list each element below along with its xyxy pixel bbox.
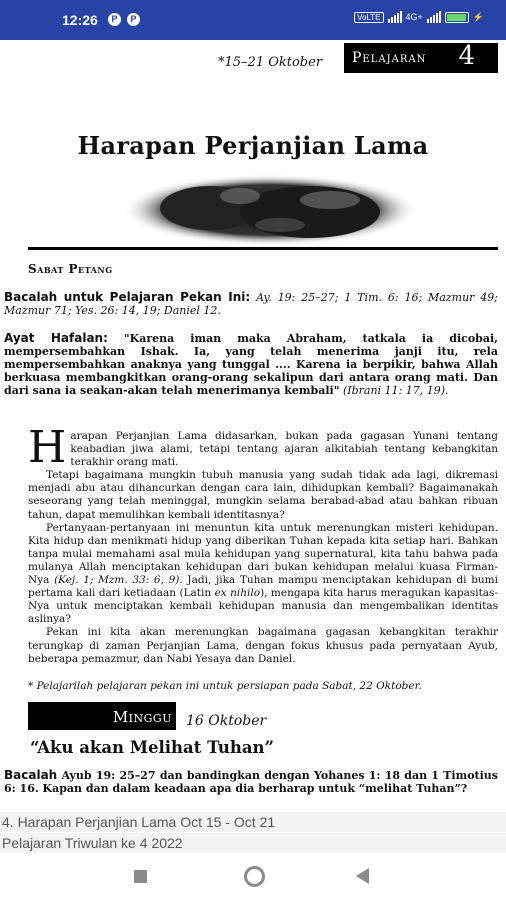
day-reading-label: Bacalah (4, 768, 58, 782)
weekly-reading-refs: Ay. 19: 25–27; 1 Tim. 6: 16; Mazmur 49; Mazmur 71; Yes. 26: 14, 19; Daniel 12. (4, 291, 499, 317)
drop-cap: H (28, 422, 67, 473)
weekly-reading (4, 291, 498, 317)
title-divider (28, 247, 498, 250)
lesson-title: Harapan Perjanjian Lama (77, 131, 429, 160)
lesson-badge (344, 43, 498, 73)
study-note: * Pelajarilah pelajaran pekan ini untuk persiapan pada Sabat, 22 Oktober. (28, 680, 422, 692)
status-bar (0, 0, 506, 40)
memory-verse-text: "Karena iman maka Abraham, tatkala ia dicobai, mempersembahkan Ishak. Ia, yang telah menerima janji itu, rela mempersembahkan anaknya yang tunggal .... Karena ia berpikir, bahwa Allah berkuasa membangkitkan orang-orang sekalipun dari antara orang mati. Dan dari sana ia seakan-akan telah menerimanya kembali" (4, 332, 498, 397)
day-badge: Minggu (28, 702, 176, 730)
status-time: 12:26 (62, 12, 98, 28)
lesson-date-range: *15–21 Oktober (218, 55, 323, 70)
status-indicators (354, 11, 484, 23)
paragraph-1: arapan Perjanjian Lama didasarkan, bukan pada gagasan Yunani tentang keabadian jiwa alami, tetapi tentang ajaran alkitabiah tentang kebangkitan terakhir orang mati. (70, 430, 498, 469)
memory-verse (4, 332, 498, 397)
notification-p-icon: P (108, 13, 121, 26)
signal-icon (427, 11, 441, 23)
volte-icon: VoLTE (354, 12, 383, 23)
header-illustration (120, 170, 420, 250)
sabat-heading: Sabat Petang (28, 262, 113, 276)
system-nav-bar (0, 853, 506, 900)
day-reading-text: Ayub 19: 25–27 dan bandingkan dengan Yohanes 1: 18 dan 1 Timotius 6: 16. Kapan dan dalam keadaan apa dia berharap untuk “melihat Tuhan”? (4, 769, 498, 795)
lesson-number: 4 (458, 41, 476, 71)
day-reading (4, 769, 498, 795)
notification-p-icon: P (127, 13, 140, 26)
paragraph-4: Pekan ini kita akan merenungkan bagaimana gagasan kebangkitan terakhir terungkap di zaman Perjanjian Lama, dengan fokus khusus pada pernyataan Ayub, beberapa pemazmur, dan Nabi Yesaya dan Daniel. (28, 626, 498, 665)
network-type-label: 4G+ (405, 12, 423, 22)
memory-verse-label: Ayat Hafalan: (4, 331, 108, 345)
day-heading: “Aku akan Melihat Tuhan” (30, 738, 275, 757)
memory-verse-ref: (Ibrani 11: 17, 19). (339, 384, 449, 397)
day-date: 16 Oktober (186, 713, 267, 729)
paragraph-3: Pertanyaan-pertanyaan ini menuntun kita untuk merenungkan misteri kehidupan. Kita hidup dan menikmati hidup yang diberikan Tuhan kepada kita setiap hari. Bahkan tanpa mulai memahami asal mula kehidupan yang supernatural, kita tahu bahwa pada mulanya Allah menciptakan kehidupan dari bukan kehidupan melalui kuasa Firman-Nya (Kej. 1; Mzm. 33: 6, 9). Jadi, jika Tuhan mampu menciptakan kehidupan di bumi pertama kali dari ketiadaan (Latin ex nihilo), mengapa kita harus meragukan kapasitas-Nya untuk menciptakan kembali kehidupan manusia dan mengembalikan identitas aslinya? (28, 521, 498, 626)
home-circle-icon[interactable] (244, 866, 265, 887)
charging-icon: ⚡ (472, 11, 484, 22)
paragraph-3-ref: (Kej. 1; Mzm. 33: 6, 9) (54, 574, 180, 587)
paragraph-3-latin: ex nihilo (214, 587, 261, 600)
paragraph-2: Tetapi bagaimana mungkin tubuh manusia yang sudah tidak ada lagi, dikremasi menjadi abu atau dihancurkan dengan cara lain, dihidupkan kembali? Bagaimanakah seseorang yang telah meninggal, mungkin selama berabad-abad atau bahkan ribuan tahun, dapat memulihkan kembali identitasnya? (28, 469, 498, 521)
recents-square-icon[interactable] (134, 870, 147, 883)
introduction-text (28, 422, 498, 666)
back-triangle-icon[interactable] (356, 868, 369, 884)
book-lesson-title[interactable]: 4. Harapan Perjanjian Lama Oct 15 - Oct 21 (0, 812, 506, 832)
weekly-reading-label: Bacalah untuk Pelajaran Pekan Ini: (4, 290, 251, 304)
signal-icon (388, 11, 402, 23)
lesson-page[interactable] (0, 40, 506, 810)
battery-icon (445, 12, 469, 23)
lesson-label: Pelajaran (352, 50, 427, 66)
book-quarter-title[interactable]: Pelajaran Triwulan ke 4 2022 (0, 833, 506, 853)
